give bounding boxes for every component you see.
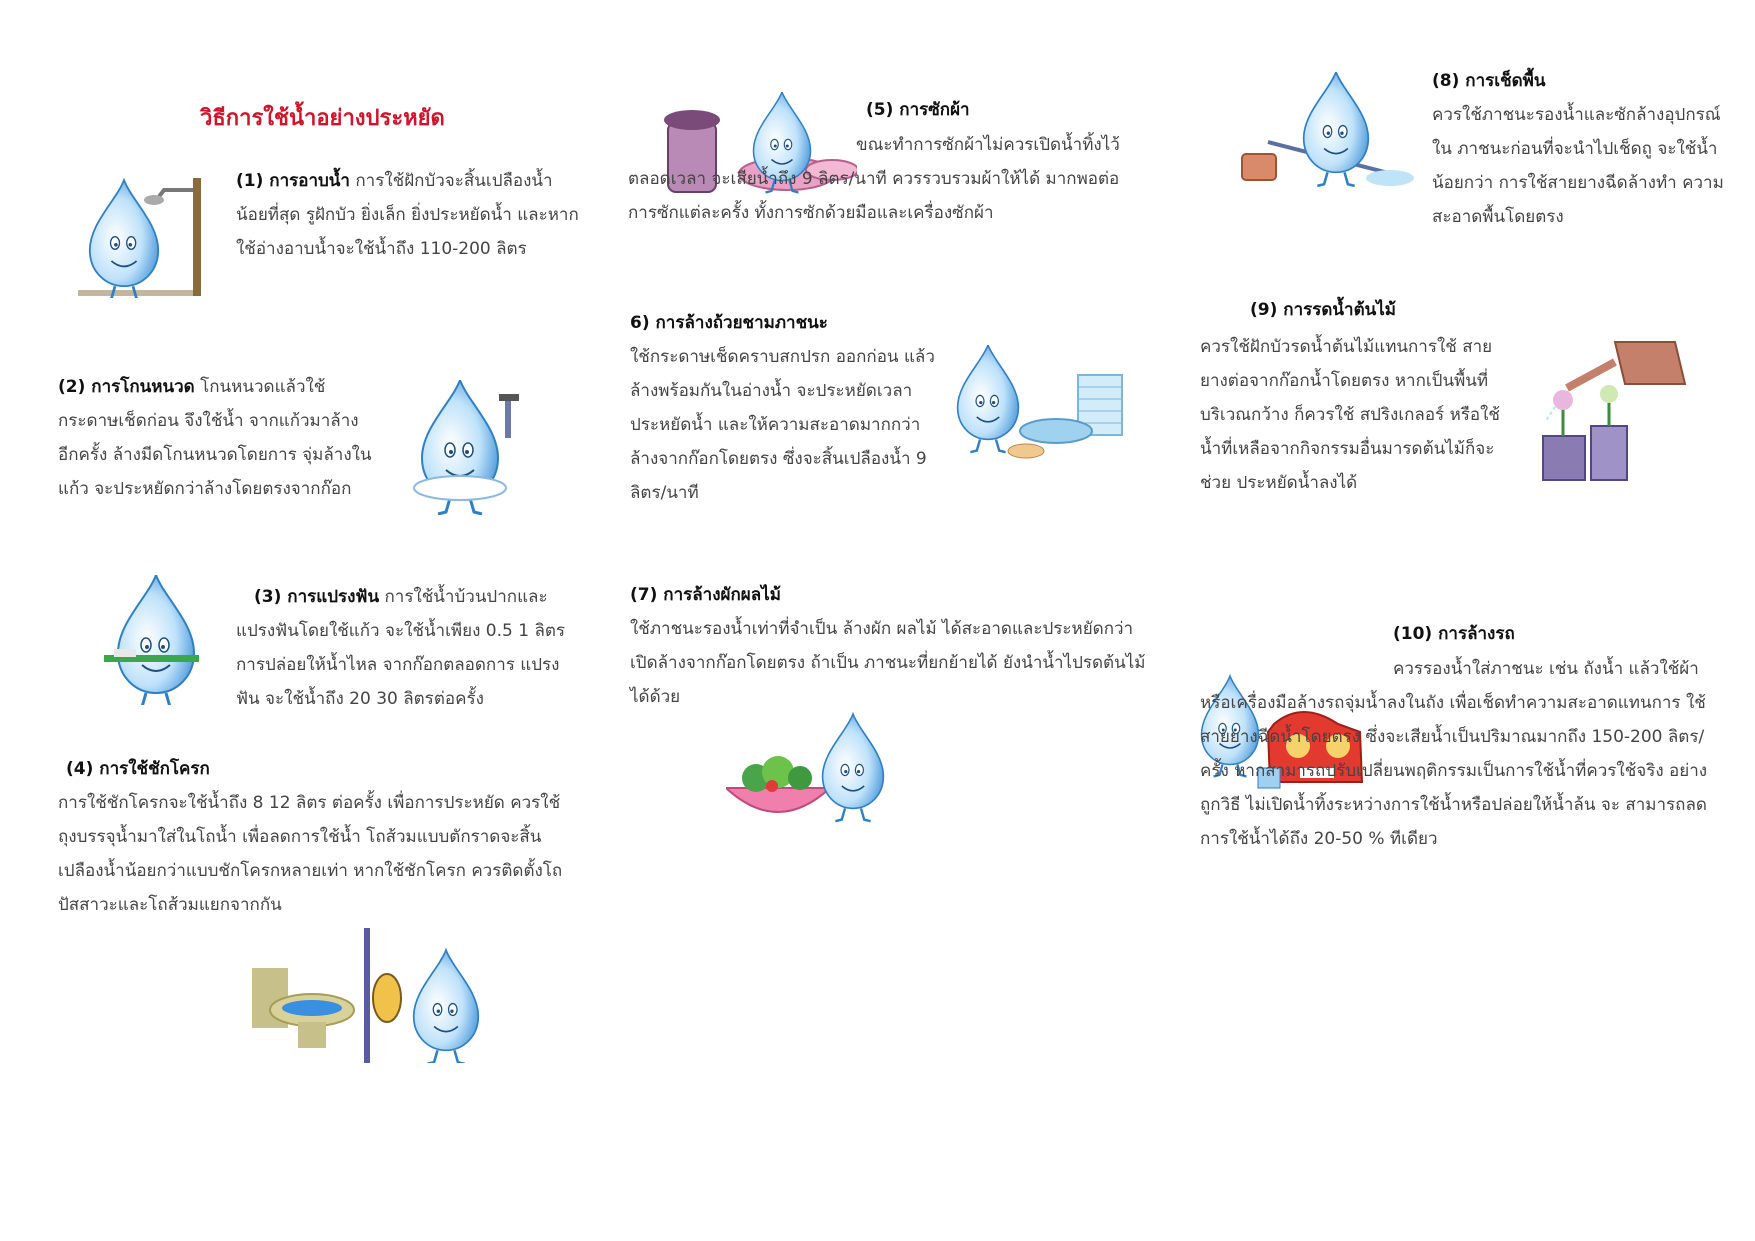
toilet-illustration [252,928,497,1063]
item-6 [630,306,940,510]
razor-icon [499,394,519,438]
item-7-heading: (7) การล้างผักผลไม้ [630,585,781,605]
shower-icon [144,190,193,205]
item-4 [58,752,568,922]
item-5-body: ขณะทำการซักผ้าไม่ควรเปิดน้ำทิ้งไว้ตลอดเวลา จะเสียน้ำถึง 9 ลิตร/นาที ควรรวบรวมผ้าให้ได้ มากพอต่อการซักแต่ละครั้ง ทั้งการซักด้วยมือและเครื่องซักผ้า [628,135,1120,223]
page-title: วิธีการใช้น้ำอย่างประหยัด [200,106,445,131]
item-2 [58,370,378,506]
shower-illustration [78,178,213,298]
toilet-icon [252,928,401,1063]
vegetable-illustration [726,712,896,837]
item-7 [630,578,1150,714]
dishwashing-illustration [956,345,1131,465]
item-1-body: การใช้ฝักบัวจะสิ้นเปลืองน้ำน้อยที่สุด รูฝักบัว ยิ่งเล็ก ยิ่งประหยัดน้ำ และหากใช้อ่างอาบน้ำจะใช้น้ำถึง 110-200 ลิตร [236,171,579,259]
water-drop-mascot-icon [118,575,194,705]
watering-can-icon [1545,342,1685,422]
item-3-heading: (3) การแปรงฟัน [254,587,380,607]
item-8-heading: (8) การเช็ดพื้น [1432,71,1546,91]
item-3-body: การใช้น้ำบ้วนปากและแปรงฟันโดยใช้แก้ว จะใช้น้ำเพียง 0.5 1 ลิตร การปล่อยให้น้ำไหล จากก๊อกตลอดการ แปรงฟัน จะใช้น้ำถึง 20 30 ลิตรต่อครั้ง [236,587,566,709]
item-2-body: โกนหนวดแล้วใช้กระดาษเช็ดก่อน จึงใช้น้ำ จากแก้วมาล้างอีกครั้ง ล้างมีดโกนหนวดโดยการ จุ่มล้างในแก้ว จะประหยัดกว่าล้างโดยตรงจากก๊อก [58,377,372,499]
water-drop-mascot-icon [414,950,479,1063]
item-4-body: การใช้ชักโครกจะใช้น้ำถึง 8 12 ลิตร ต่อครั้ง เพื่อการประหยัด ควรใช้ถุงบรรจุน้ำมาใส่ในโถน้ำ เพื่อลดการใช้น้ำ โถส้วมแบบตักราดจะสิ้นเปลืองน้ำน้อยกว่าแบบชักโครกหลายเท่า หากใช้ชักโครก ควรติดตั้งโถปัสสาวะและโถส้วมแยกจากกัน [58,793,563,915]
item-6-body: ใช้กระดาษเช็ดคราบสกปรก ออกก่อน แล้วล้างพร้อมกันในอ่างน้ำ จะประหยัดเวลา ประหยัดน้ำ และให้ความสะอาดมากกว่า ล้างจากก๊อกโดยตรง ซึ่งจะสิ้นเปลืองน้ำ 9 ลิตร/นาที [630,347,935,503]
watering-illustration [1515,332,1690,492]
item-9-body: ควรใช้ฝักบัวรดน้ำต้นไม้แทนการใช้ สายยางต่อจากก๊อกน้ำโดยตรง หากเป็นพื้นที่บริเวณกว้าง ก็ควรใช้ สปริงเกลอร์ หรือใช้น้ำที่เหลือจากกิจกรรมอื่นมารดต้นไม้ก็จะช่วย ประหยัดน้ำลงได้ [1200,337,1500,493]
item-3 [236,580,576,716]
item-8-body: ควรใช้ภาชนะรองน้ำและซักล้างอุปกรณ์ใน ภาชนะก่อนที่จะนำไปเช็ดถู จะใช้น้ำน้อยกว่า การใช้สายยางฉีดล้างทำ ความสะอาดพื้นโดยตรง [1432,105,1724,227]
dish-stack-icon [1008,375,1122,458]
water-drop-mascot-icon [958,345,1019,452]
water-drop-mascot-icon [1304,72,1369,186]
item-5-heading: (5) การซักผ้า [866,100,970,120]
vegetable-bowl-icon [726,756,830,812]
mopping-illustration [1240,72,1415,190]
item-10-body: ควรรองน้ำใส่ภาชนะ เช่น ถังน้ำ แล้วใช้ผ้าหรือเครื่องมือล้างรถจุ่มน้ำลงในถัง เพื่อเช็ดทำความสะอาดแทนการ ใช้สายยางฉีดน้ำโดยตรง ซึ่งจะเสียน้ำเป็นปริมาณมากถึง 150-200 ลิตร/ครั้ง หากสามารถปรับเปลี่ยนพฤติกรรมเป็นการใช้น้ำที่ควรใช้จริง อย่างถูกวิธี ไม่เปิดน้ำทิ้งระหว่างการใช้น้ำหรือปล่อยให้น้ำล้น จะ สามารถลดการใช้น้ำได้ถึง 20-50 % ทีเดียว [1200,659,1708,849]
item-1-heading: (1) การอาบน้ำ [236,171,350,191]
water-drop-mascot-icon [823,714,884,821]
shaving-illustration [405,380,540,515]
item-4-heading: (4) การใช้ชักโครก [66,759,210,779]
item-2-heading: (2) การโกนหนวด [58,377,195,397]
toothbrush-illustration [104,575,214,705]
item-1 [236,164,581,266]
item-7-body: ใช้ภาชนะรองน้ำเท่าที่จำเป็น ล้างผัก ผลไม้ ได้สะอาดและประหยัดกว่าเปิดล้างจากก๊อกโดยตรง ถ้าเป็น ภาชนะที่ยกย้ายได้ ยังนำน้ำไปรดต้นไม้ได้ด้วย [630,619,1146,707]
item-8 [1432,64,1732,234]
item-6-heading: 6) การล้างถ้วยชามภาชนะ [630,313,828,333]
item-10-heading: (10) การล้างรถ [1393,624,1515,644]
item-9-heading: (9) การรดน้ำต้นไม้ [1250,300,1397,320]
